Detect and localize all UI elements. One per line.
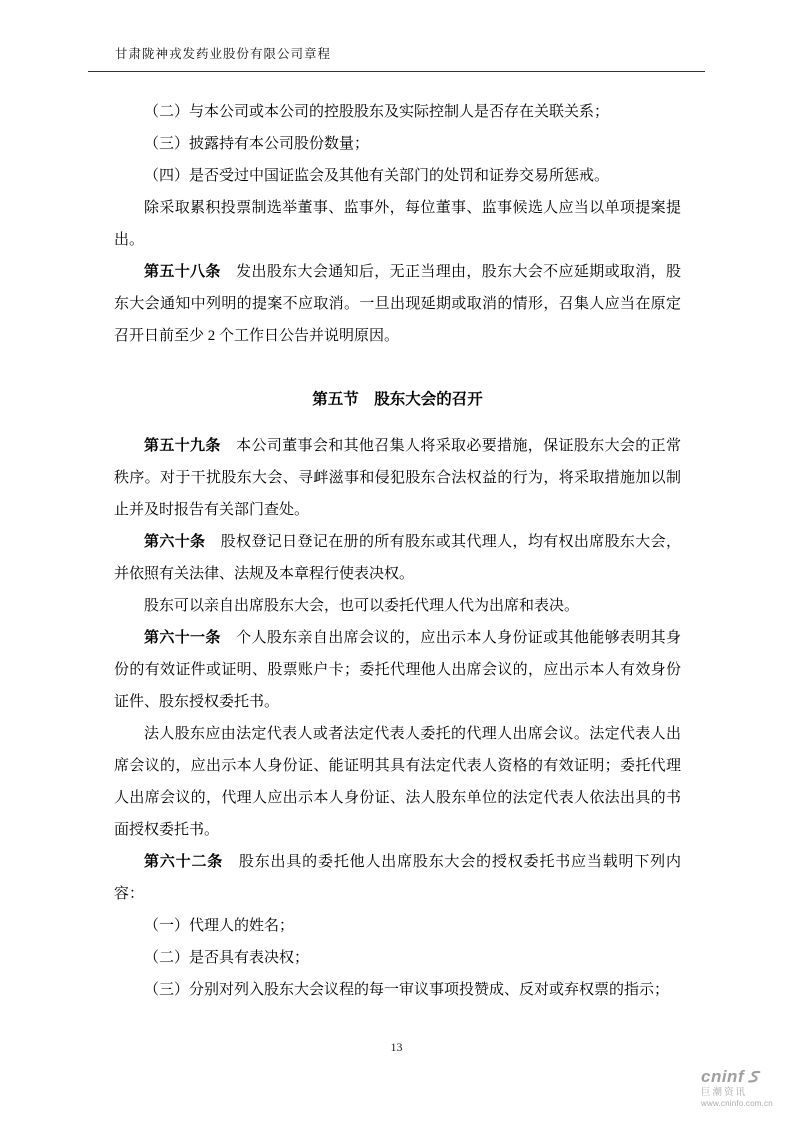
paragraph (114, 526, 681, 590)
paragraph (114, 622, 681, 718)
page-number: 13 (390, 1040, 403, 1054)
paragraph-text: （一）代理人的姓名； (144, 918, 295, 934)
article-number: 第六十条 (144, 534, 206, 550)
header-title: 甘肃陇神戎发药业股份有限公司章程 (115, 47, 332, 61)
paragraph (114, 430, 681, 526)
paragraph (114, 96, 681, 128)
paragraph (114, 846, 681, 910)
paragraph (114, 160, 681, 192)
article-number: 第五十八条 (144, 264, 221, 280)
paragraph (114, 192, 681, 256)
paragraph-text: 股东可以亲自出席股东大会，也可以委托代理人代为出席和表决。 (144, 598, 580, 614)
paragraph-text: 股东出具的委托他人出席股东大会的授权委托书应当载明下列内容： (114, 854, 681, 902)
paragraph-text: （二）是否具有表决权； (144, 950, 310, 966)
paragraph (114, 942, 681, 974)
cninfo-logo (701, 1068, 779, 1109)
paragraph (114, 128, 681, 160)
document-body (114, 96, 681, 1006)
article-number: 第六十二条 (144, 854, 224, 870)
paragraph-text: 本公司董事会和其他召集人将采取必要措施，保证股东大会的正常秩序。对于干扰股东大会、寻衅滋事和侵犯股东合法权益的行为，将采取措施加以制止并及时报告有关部门查处。 (114, 438, 681, 518)
cninfo-logo-row (701, 1068, 779, 1087)
article-number: 第六十一条 (144, 630, 221, 646)
paragraph (114, 590, 681, 622)
paragraph-text: 法人股东应由法定代表人或者法定代表人委托的代理人出席会议。法定代表人出席会议的，应出示本人身份证、能证明其具有法定代表人资格的有效证明；委托代理人出席会议的，代理人应出示本人身份证、法人股东单位的法定代表人依法出具的书面授权委托书。 (114, 726, 681, 838)
paragraph-text: （三）分别对列入股东大会议程的每一审议事项投赞成、反对或弃权票的指示； (144, 982, 670, 998)
section-heading: 第五节 股东大会的召开 (312, 391, 483, 408)
cninfo-brand-text: cninf (701, 1067, 745, 1086)
paragraph-text: 个人股东亲自出席会议的，应出示本人身份证或其他能够表明其身份的有效证件或证明、股票账户卡；委托代理他人出席会议的，应出示本人有效身份证件、股东授权委托书。 (114, 630, 681, 710)
document-header (88, 44, 705, 72)
cninfo-cn-name: 巨潮资讯 (701, 1086, 748, 1098)
paragraph-text: （四）是否受过中国证监会及其他有关部门的处罚和证券交易所惩戒。 (144, 168, 610, 184)
article-number: 第五十九条 (144, 438, 221, 454)
cninfo-url: www.cninfo.com.cn (701, 1099, 773, 1109)
paragraph (114, 718, 681, 846)
paragraph-text: 发出股东大会通知后，无正当理由，股东大会不应延期或取消，股东大会通知中列明的提案不应取消。一旦出现延期或取消的情形，召集人应当在原定召开日前至少 2 个工作日公告并说明原因。 (114, 264, 681, 344)
paragraph-text: （二）与本公司或本公司的控股股东及实际控制人是否存在关联关系； (144, 104, 610, 120)
paragraph-text: （三）披露持有本公司股份数量； (144, 136, 370, 152)
paragraph (114, 256, 681, 352)
paragraph-text: 股权登记日登记在册的所有股东或其代理人，均有权出席股东大会，并依照有关法律、法规及本章程行使表决权。 (114, 534, 681, 582)
cninfo-wave-icon (746, 1069, 762, 1085)
paragraph (114, 974, 681, 1006)
paragraph (114, 910, 681, 942)
paragraph-text: 除采取累积投票制选举董事、监事外，每位董事、监事候选人应当以单项提案提出。 (114, 200, 681, 248)
